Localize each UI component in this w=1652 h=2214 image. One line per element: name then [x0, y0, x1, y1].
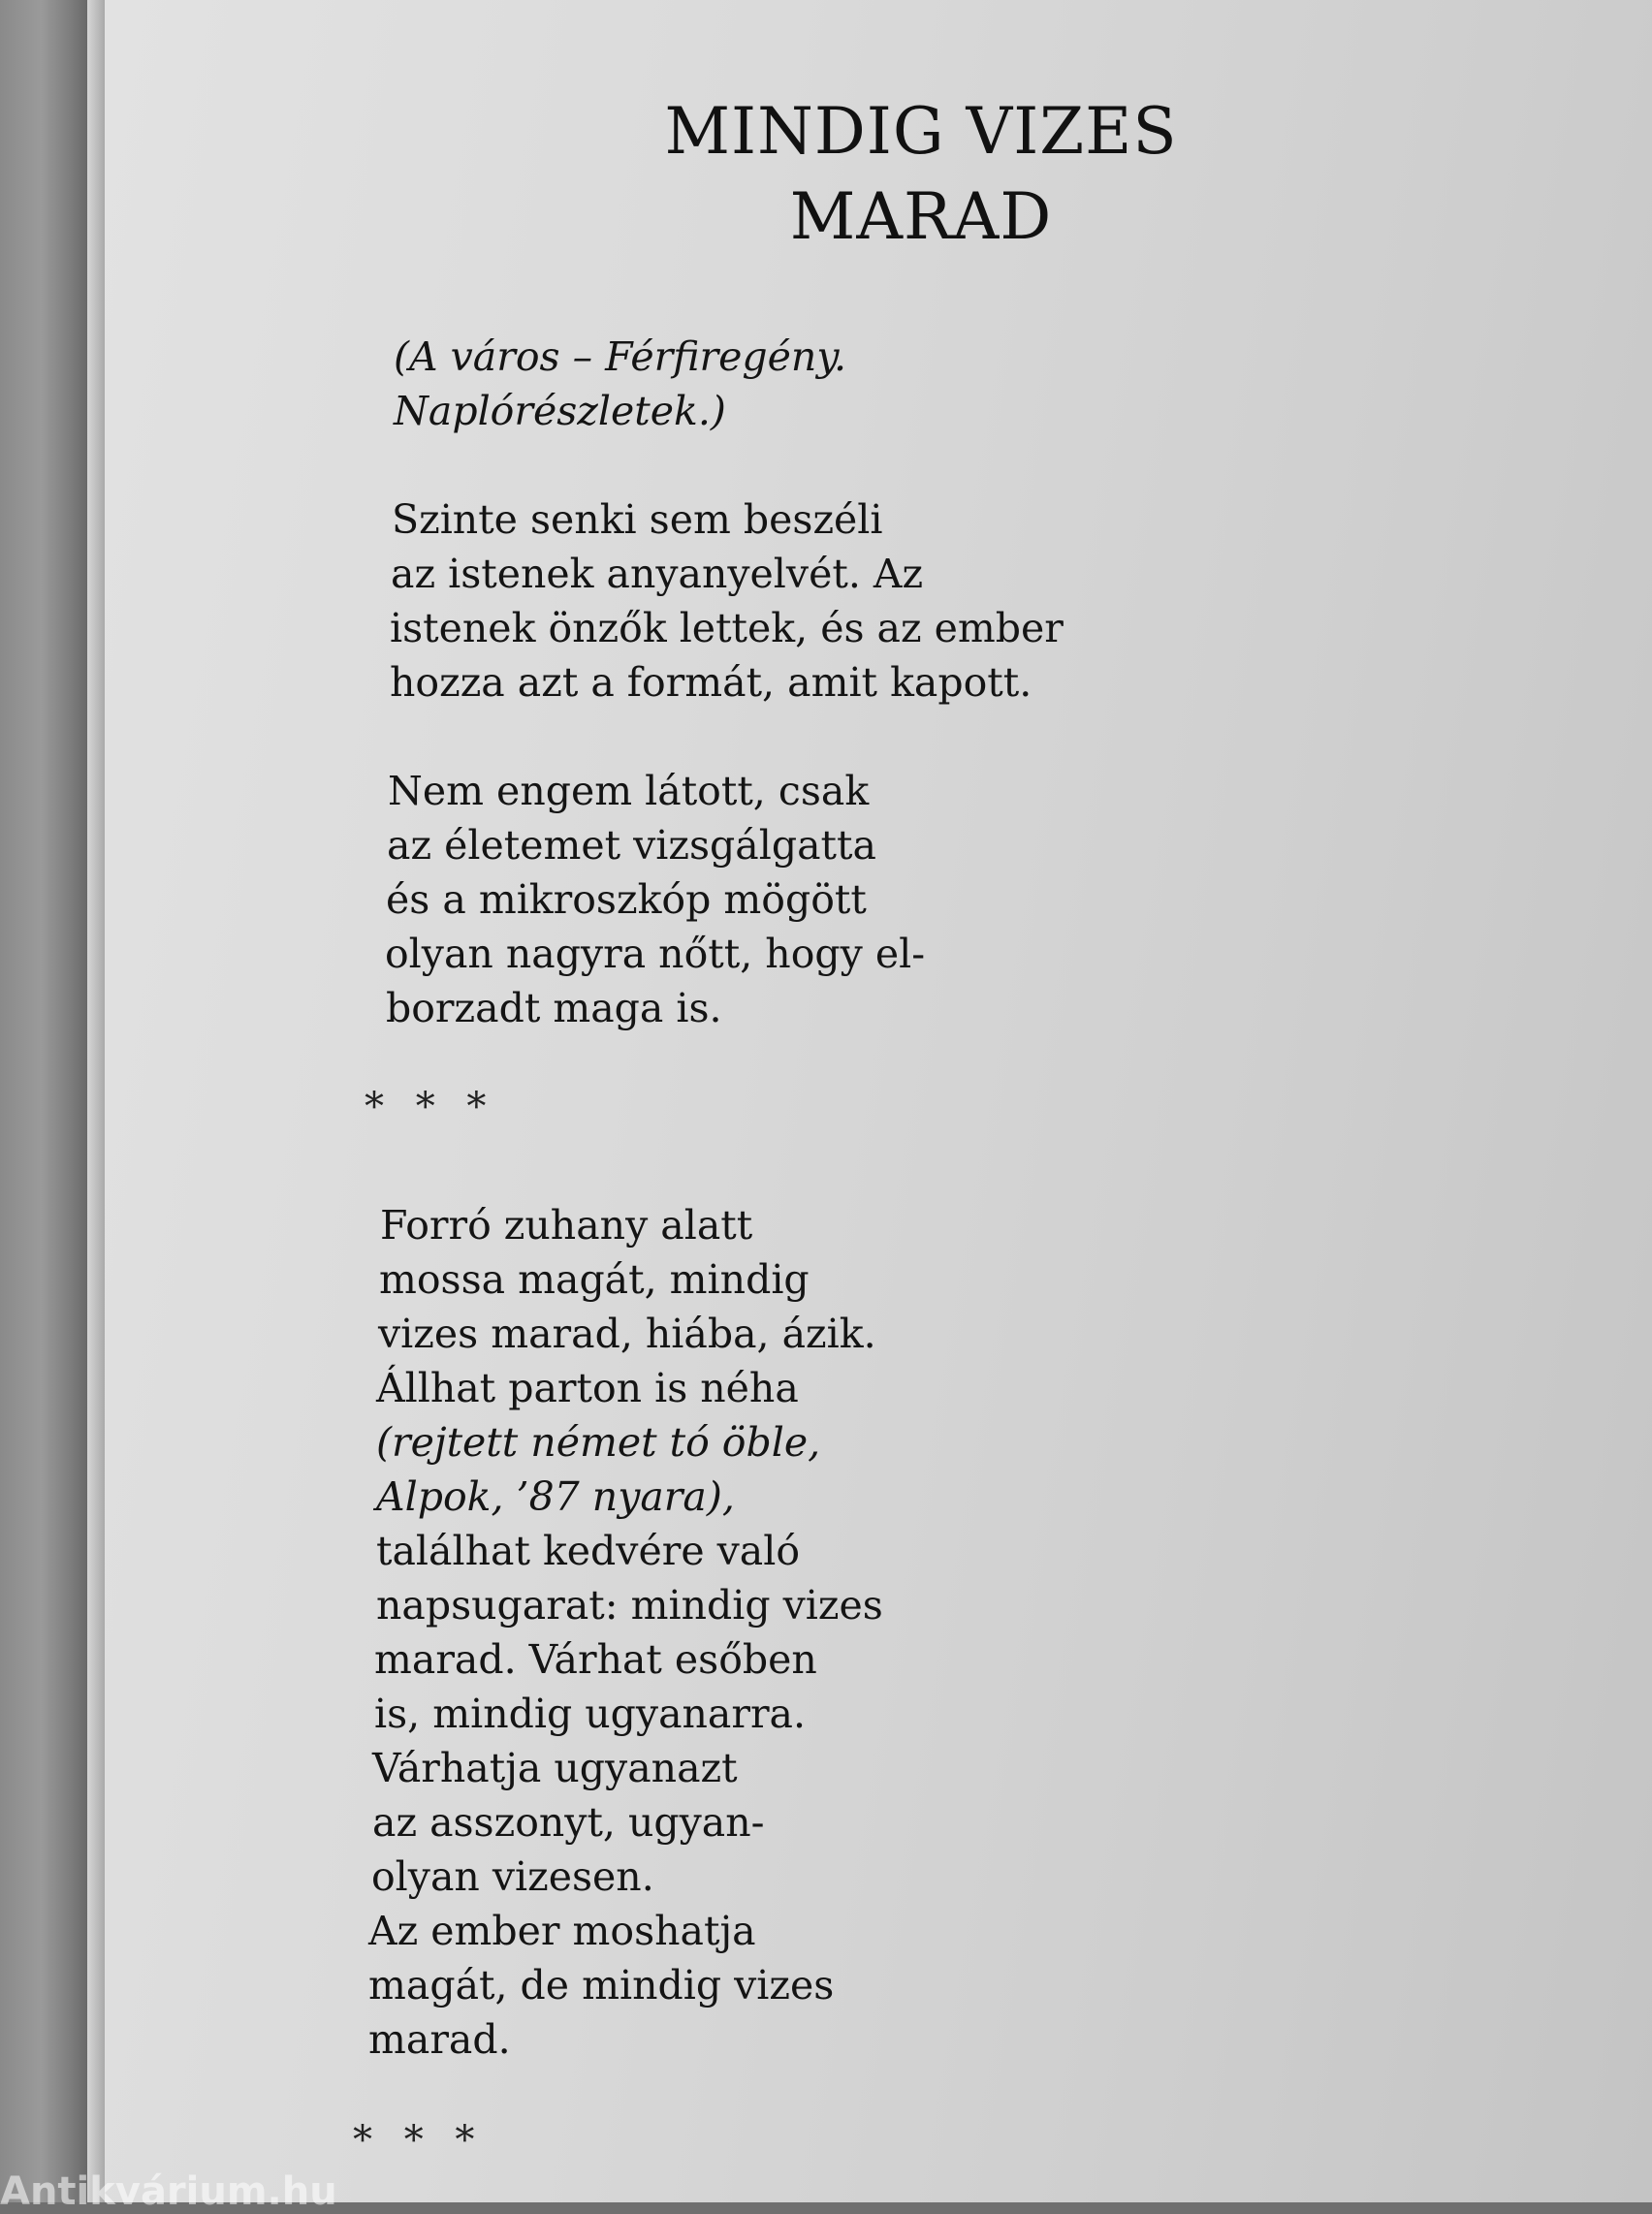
poem-line: olyan vizesen. [371, 1853, 654, 1900]
poem-title-line-1: MINDIG VIZES [664, 94, 1178, 169]
poem-line: istenek önzők lettek, és az ember [390, 605, 1064, 651]
poem-line: Várhatja ugyanazt [372, 1745, 738, 1791]
poem-line: az istenek anyanyelvét. Az [391, 551, 924, 597]
poem-line: Szinte senki sem beszéli [392, 496, 883, 543]
section-separator: * * * [353, 2118, 485, 2163]
poem-line: és a mikroszkóp mögött [386, 876, 867, 923]
page-edge [87, 0, 105, 2202]
poem-line: napsugarat: mindig vizes [376, 1582, 883, 1629]
poem-line: borzadt maga is. [386, 985, 722, 1031]
poem-line: Állhat parton is néha [376, 1365, 799, 1411]
subtitle-line: (A város – Férfiregény. [394, 333, 847, 380]
poem-line: hozza azt a formát, amit kapott. [390, 659, 1032, 706]
poem-line: Alpok, ’87 nyara), [376, 1473, 735, 1520]
poem-line: (rejtett német tó öble, [376, 1419, 821, 1466]
poem-line: Az ember moshatja [368, 1908, 756, 1954]
poem-line: magát, de mindig vizes [368, 1962, 835, 2008]
poem-line: is, mindig ugyanarra. [374, 1691, 807, 1737]
subtitle-line: Naplórészletek.) [394, 388, 726, 434]
book-page [105, 0, 1652, 2202]
poem-line: marad. [368, 2016, 511, 2063]
poem-line: találhat kedvére való [376, 1528, 801, 1574]
section-separator: * * * [365, 1085, 496, 1129]
watermark: Antikvárium.hu [0, 2169, 337, 2214]
poem-line: vizes marad, hiába, ázik. [378, 1311, 876, 1357]
poem-line: mossa magát, mindig [379, 1256, 810, 1303]
poem-line: az asszonyt, ugyan- [372, 1799, 765, 1846]
poem-line: olyan nagyra nőtt, hogy el- [385, 931, 926, 977]
poem-title-line-2: MARAD [789, 179, 1053, 254]
poem-line: marad. Várhat esőben [374, 1636, 817, 1683]
poem-line: Forró zuhany alatt [380, 1202, 753, 1249]
poem-line: Nem engem látott, csak [388, 768, 870, 814]
poem-line: az életemet vizsgálgatta [387, 822, 876, 869]
